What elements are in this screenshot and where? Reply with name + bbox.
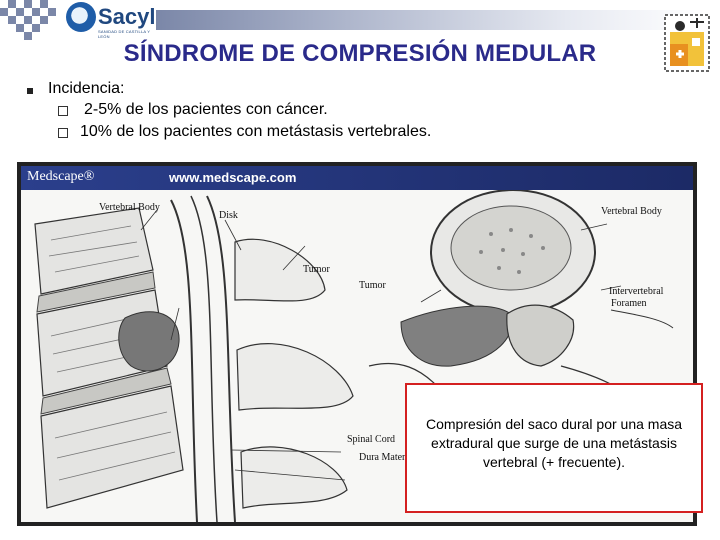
medscape-header	[21, 166, 693, 190]
callout-text: Compresión del saco dural por una masa extradural que surge de una metástasis vertebral (+ frecuente).	[425, 416, 683, 470]
subbullet-text: 10% de los pacientes con metástasis vertebrales.	[80, 123, 432, 140]
subbullet-box-icon	[58, 128, 68, 138]
logo-subtext: SANIDAD DE CASTILLA Y LEÓN	[98, 29, 151, 39]
logo-text: Sacyl	[98, 4, 156, 29]
checkerboard-decoration	[0, 0, 64, 40]
medscape-url: www.medscape.com	[169, 170, 297, 185]
bullet-square-icon	[27, 88, 33, 94]
label-disk: Disk	[219, 210, 238, 221]
callout-box	[405, 383, 703, 513]
sacyl-logo	[66, 2, 156, 39]
bullet-incidencia: Incidencia:	[48, 80, 125, 97]
label-vertebral-body-left: Vertebral Body	[99, 202, 160, 213]
label-tumor-right: Tumor	[359, 280, 386, 291]
label-intervertebral: Intervertebral	[609, 286, 664, 297]
subbullet-text: 2-5% de los pacientes con cáncer.	[84, 101, 328, 118]
medscape-brand: Medscape®	[27, 169, 95, 184]
sacyl-logo-icon	[66, 2, 96, 32]
subbullet-box-icon	[58, 106, 68, 116]
label-vertebral-body-right: Vertebral Body	[601, 206, 662, 217]
header-gradient-bar	[156, 10, 704, 30]
page-title: SÍNDROME DE COMPRESIÓN MEDULAR	[123, 40, 597, 67]
label-tumor-left: Tumor	[303, 264, 330, 275]
label-spinal-cord: Spinal Cord	[347, 434, 396, 445]
label-foramen: Foramen	[611, 298, 647, 309]
label-dura-mater: Dura Mater	[359, 452, 406, 463]
